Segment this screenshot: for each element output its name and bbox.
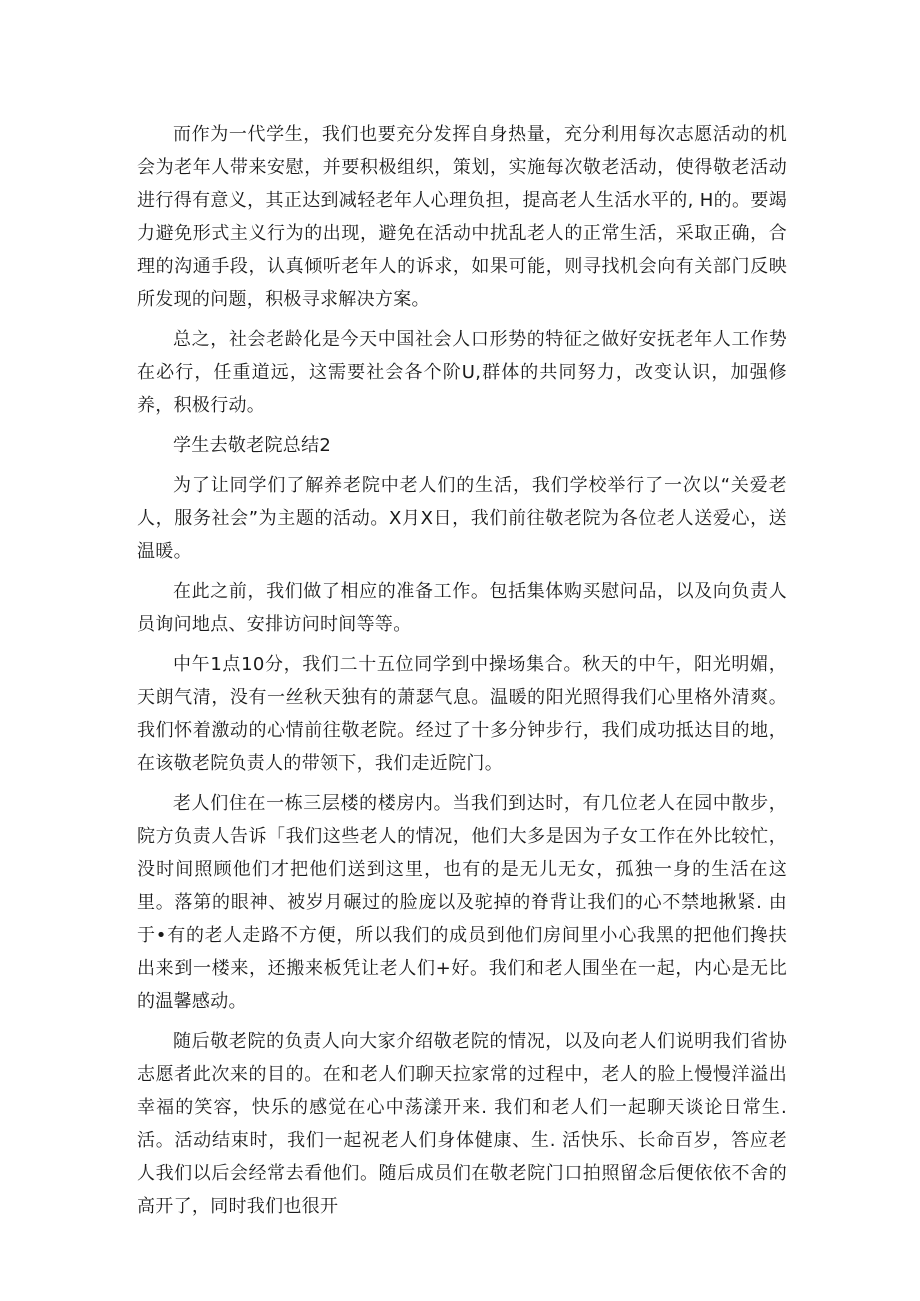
paragraph: 中午1点10分，我们二十五位同学到中操场集合。秋天的中午，阳光明媚，天朗气清，没有一丝秋天独有的萧瑟气息。温暖的阳光照得我们心里格外清爽。我们怀着激动的心情前往敬老院。经过了十多分钟步行，我们成功抵达目的地，在该敬老院负责人的带领下，我们走近院门。 xyxy=(137,654,787,774)
document-body xyxy=(137,118,787,1230)
paragraph: 为了让同学们了解养老院中老人们的生活，我们学校举行了一次以“关爱老人，服务社会”为主题的活动。X月X日，我们前往敬老院为各位老人送爱心，送温暖。 xyxy=(137,475,787,562)
paragraph: 老人们住在一栋三层楼的楼房内。当我们到达时，有几位老人在园中散步，院方负责人告诉「我们这些老人的情况，他们大多是因为子女工作在外比较忙，没时间照顾他们才把他们送到这里，也有的是无儿无女，孤独一身的生活在这里。落第的眼神、被岁月碾过的脸庞以及驼掉的脊背让我们的心不禁地揪紧. 由于•有的老人走路不方便，所以我们的成员到他们房间里小心我黑的把他们搀扶出来到一楼来，还搬来板凭让老人们+好。我们和老人围坐在一起，内心是无比的温馨感动。 xyxy=(137,793,787,1012)
paragraph: 而作为一代学生，我们也要充分发挥自身热量，充分利用每次志愿活动的机会为老年人带来安慰，并要积极组织，策划，实施每次敬老活动，使得敬老活动进行得有意义，其正达到减轻老年人心理负担，提高老人生活水平的, H的。要竭力避免形式主义行为的出现，避免在活动中扰乱老人的正常生活，采取正确，合理的沟通手段，认真倾听老年人的诉求，如果可能，则寻找机会向有关部门反映所发现的问题，积极寻求解决方案。 xyxy=(137,124,787,310)
section-heading: 学生去敬老院总结2 xyxy=(173,435,332,456)
paragraph: 在此之前，我们做了相应的准备工作。包括集体购买慰问品，以及向负责人员询问地点、安排访问时间等等。 xyxy=(137,581,787,635)
paragraph: 随后敬老院的负责人向大家介绍敬老院的情况，以及向老人们说明我们省协志愿者此次来的目的。在和老人们聊天拉家常的过程中，老人的脸上慢慢洋溢出幸福的笑容，快乐的感觉在心中荡漾开来. 我们和老人们一起聊天谈论日常生. 活。活动结束时，我们一起祝老人们身体健康、生. 活快乐、长命百岁，答应老人我们以后会经常去看他们。随后成员们在敬老院门口拍照留念后便依依不舍的高开了，同时我们也很开 xyxy=(137,1031,787,1217)
paragraph: 总之，社会老龄化是今天中国社会人口形势的特征之做好安抚老年人工作势在必行，任重道远，这需要社会各个阶U,群体的共同努力，改变认识，加强修养，积极行动。 xyxy=(137,329,787,416)
